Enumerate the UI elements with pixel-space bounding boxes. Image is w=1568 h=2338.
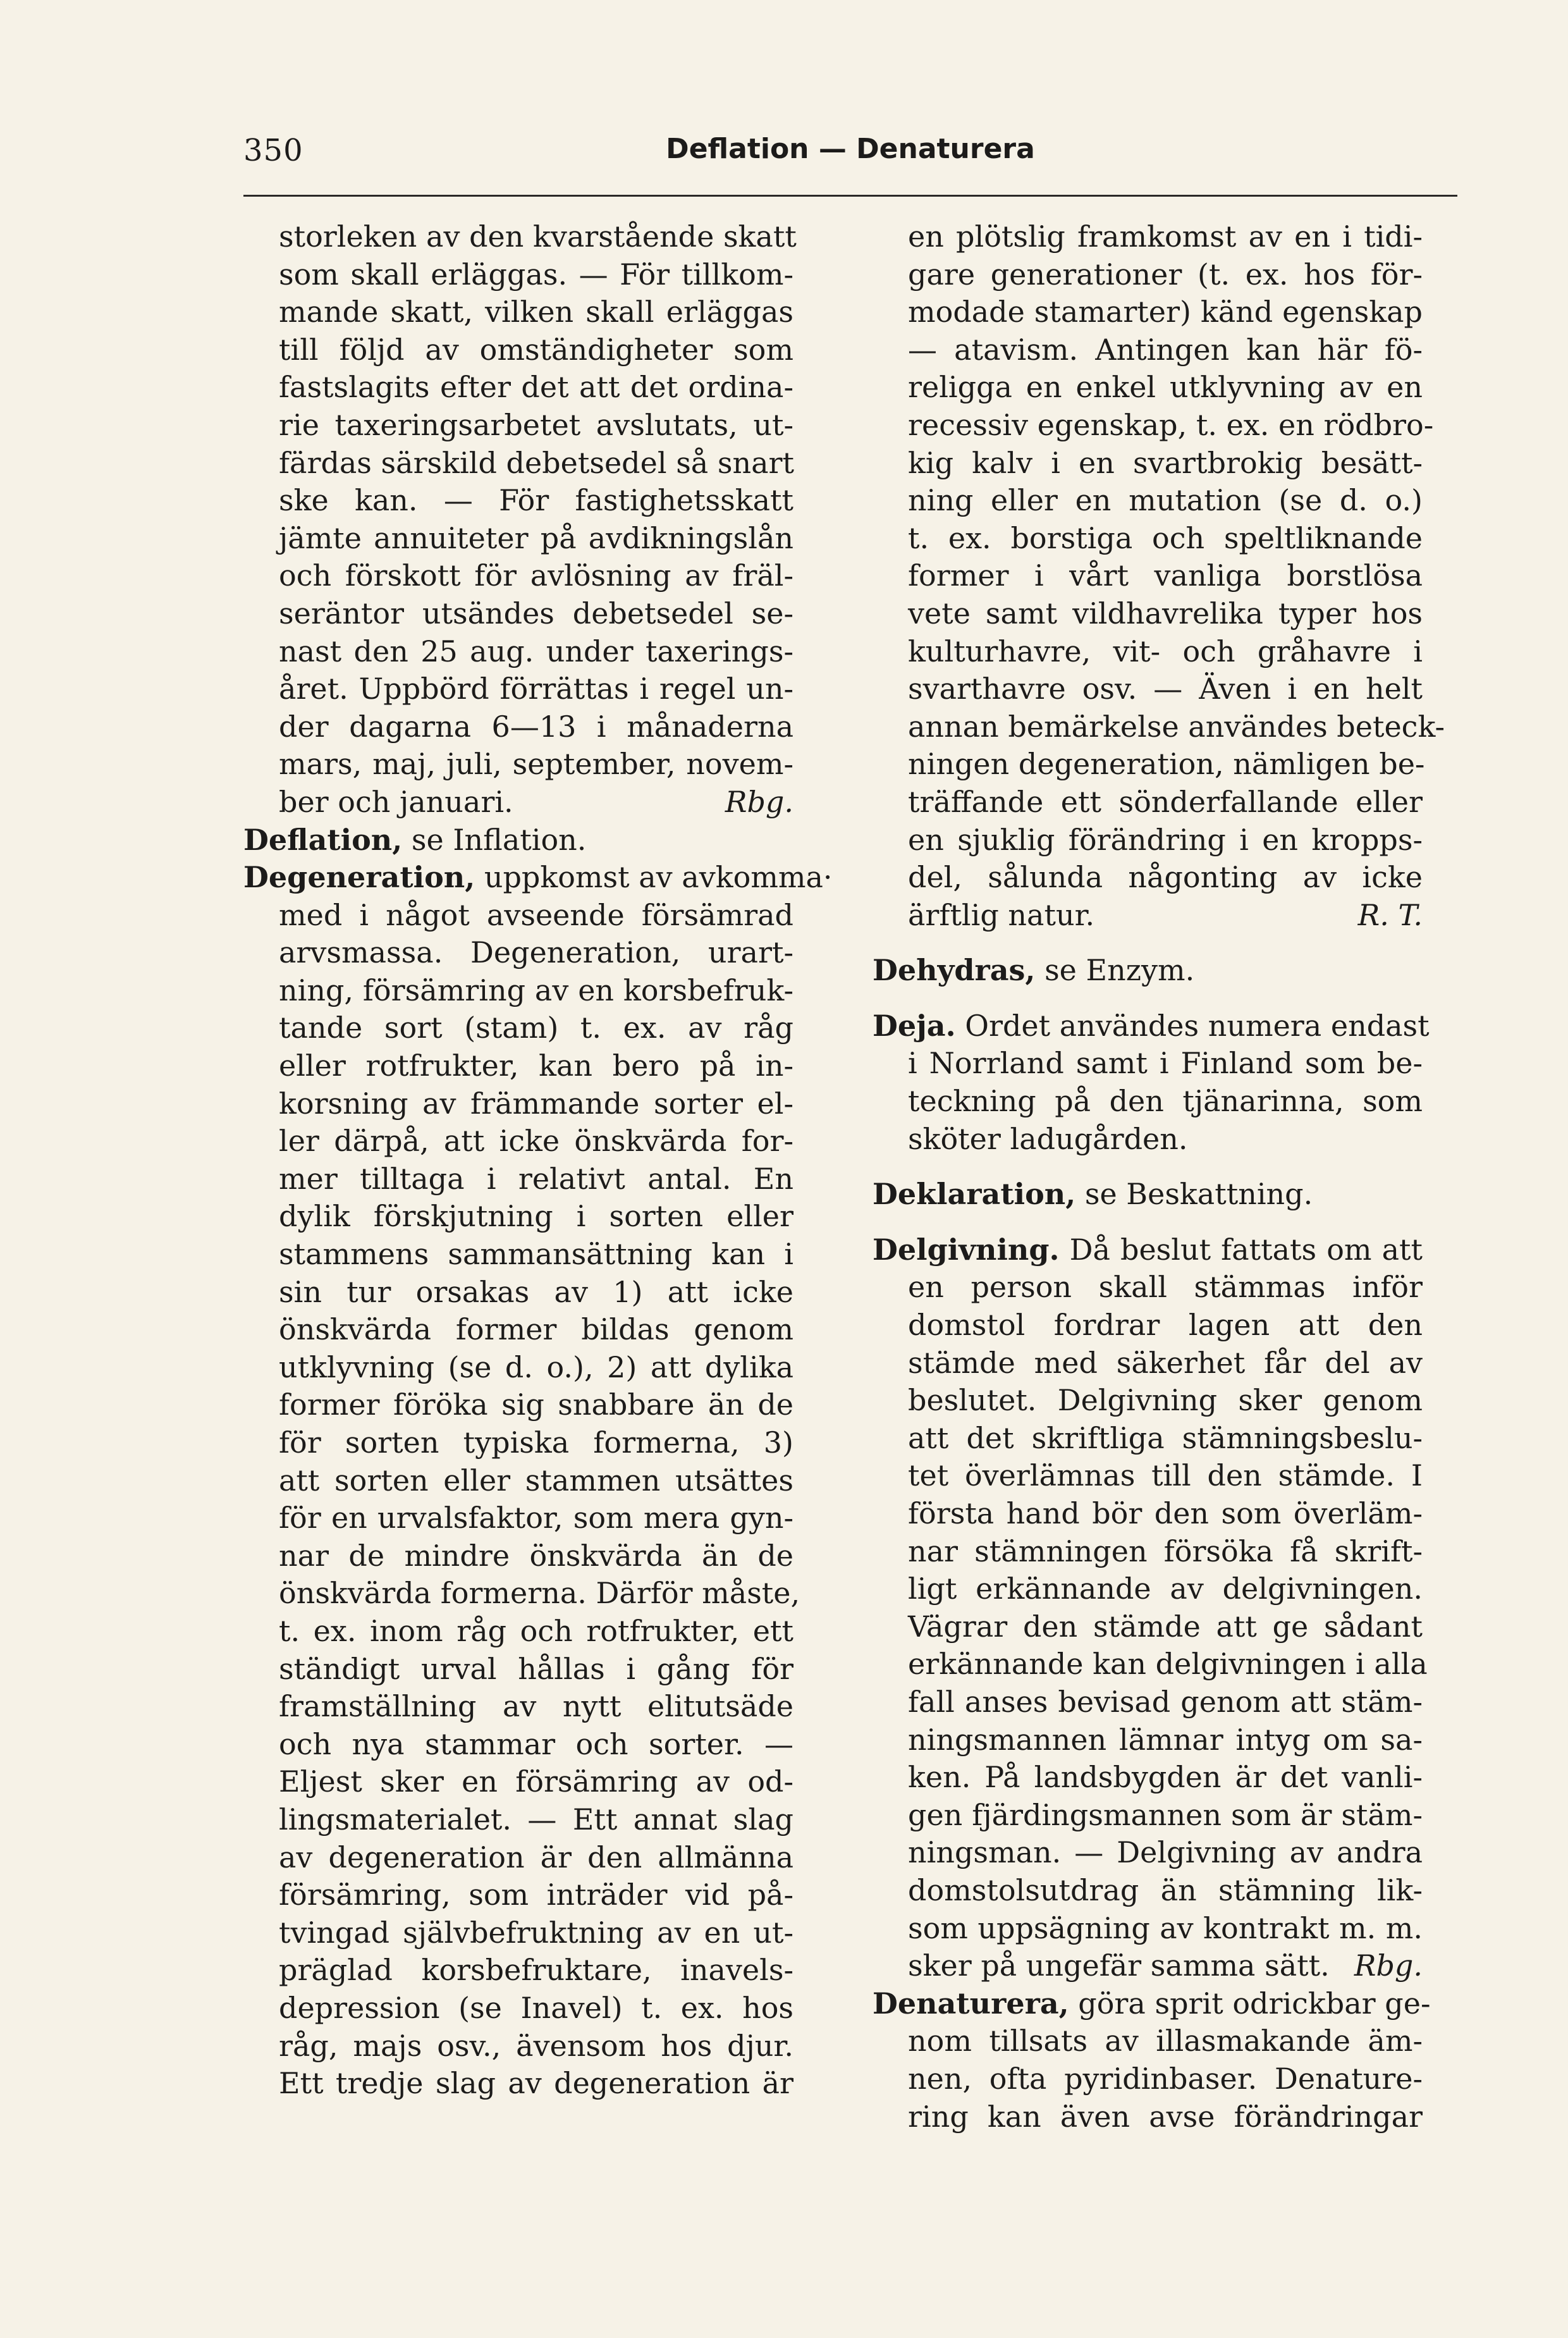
- text-line: [873, 520, 1423, 558]
- text-line: [243, 670, 793, 708]
- text-line: [873, 1910, 1423, 1948]
- text-line: [243, 1876, 793, 1914]
- line-text: och nya stammar och sorter. —: [279, 1726, 793, 1761]
- entry-headword: Deklaration,: [873, 1177, 1076, 1212]
- entry-headword-line: [873, 1985, 1431, 2023]
- text-line: [873, 1683, 1423, 1721]
- line-text: tvingad självbefruktning av en ut-: [279, 1915, 793, 1950]
- entry-headword-line: [243, 859, 833, 897]
- text-line: [243, 1575, 800, 1613]
- text-line: [873, 784, 1423, 821]
- text-line: [243, 256, 793, 294]
- text-line: [873, 1344, 1423, 1382]
- entry-headword: Dehydras,: [873, 953, 1036, 988]
- text-line: [243, 1009, 793, 1047]
- text-line: [873, 1121, 1423, 1159]
- entry-headword: Deja.: [873, 1008, 956, 1043]
- line-text: att det skriftliga stämningsbeslu-: [908, 1420, 1423, 1455]
- text-line: [873, 595, 1423, 633]
- line-text: ler därpå, att icke önskvärda for-: [279, 1124, 793, 1159]
- line-text: önskvärda formerna. Därför måste,: [279, 1576, 800, 1611]
- text-line: [243, 1839, 793, 1877]
- line-text: se Enzym.: [1035, 953, 1195, 988]
- line-text: se Beskattning.: [1075, 1177, 1313, 1212]
- line-text: beslutet. Delgivning sker genom: [908, 1383, 1423, 1418]
- text-line: [243, 407, 793, 445]
- line-text: — atavism. Antingen kan här fö-: [908, 332, 1423, 367]
- text-line: [243, 1499, 793, 1537]
- text-line: [873, 256, 1423, 294]
- text-line: [873, 445, 1423, 483]
- page-number: 350: [243, 133, 303, 168]
- text-line: [243, 1952, 793, 1990]
- line-text: mars, maj, juli, september, novem-: [279, 747, 793, 782]
- text-line: [873, 293, 1423, 331]
- line-text: t. ex. inom råg och rotfrukter, ett: [279, 1613, 793, 1648]
- line-text: tet överlämnas till den stämde. I: [908, 1458, 1423, 1493]
- text-line: [243, 520, 793, 558]
- line-text: ber och januari.: [279, 784, 513, 819]
- line-text: ning, försämring av en korsbefruk-: [279, 973, 793, 1007]
- entry-headword: Denaturera,: [873, 1986, 1069, 2021]
- line-text: som skall erläggas. — För tillkom-: [279, 257, 793, 292]
- line-text: råg, majs osv., ävensom hos djur.: [279, 2028, 793, 2063]
- line-text: sköter ladugården.: [908, 1121, 1188, 1156]
- text-line: [243, 934, 793, 972]
- text-line: [243, 784, 793, 821]
- line-text: ske kan. — För fastighetsskatt: [279, 483, 793, 518]
- line-text: ständigt urval hållas i gång för: [279, 1651, 793, 1686]
- text-line: [243, 1651, 793, 1689]
- text-line: [243, 972, 793, 1010]
- page-header: [243, 133, 1457, 183]
- text-line: [243, 1914, 793, 1952]
- text-line: [243, 897, 793, 935]
- text-line: [873, 821, 1423, 859]
- line-text: fastslagits efter det att det ordina-: [279, 370, 793, 405]
- text-line: [873, 1420, 1423, 1458]
- line-text: depression (se Inavel) t. ex. hos: [279, 1990, 793, 2025]
- text-line: [873, 633, 1423, 671]
- line-text: arvsmassa. Degeneration, urart-: [279, 935, 793, 970]
- line-text: del, sålunda någonting av icke: [908, 860, 1423, 895]
- text-line: [873, 1307, 1423, 1344]
- text-line: [243, 1613, 793, 1651]
- line-text: modade stamarter) känd egenskap: [908, 295, 1423, 329]
- text-line: [243, 1349, 793, 1387]
- text-line: [243, 1462, 793, 1500]
- line-text: domstolsutdrag än stämning lik-: [908, 1873, 1423, 1907]
- line-text: Då beslut fattats om att: [1059, 1232, 1423, 1267]
- line-text: första hand bör den som överläm-: [908, 1496, 1423, 1530]
- text-line: [873, 708, 1445, 746]
- line-text: kig kalv i en svartbrokig besätt-: [908, 445, 1423, 480]
- text-line: [873, 1457, 1423, 1495]
- line-text: rie taxeringsarbetet avslutats, ut-: [279, 407, 793, 442]
- line-text: ligt erkännande av delgivningen.: [908, 1572, 1423, 1606]
- line-text: sker på ungefär samma sätt.: [908, 1948, 1330, 1983]
- line-text: storleken av den kvarstående skatt: [279, 219, 797, 254]
- text-line: [873, 1495, 1423, 1533]
- text-line: [873, 1721, 1423, 1759]
- line-text: stammens sammansättning kan i: [279, 1237, 793, 1272]
- line-text: göra sprit odrickbar ge-: [1069, 1986, 1431, 2021]
- line-text: nar stämningen försöka få skrift-: [908, 1534, 1423, 1568]
- line-text: t. ex. borstiga och speltliknande: [908, 520, 1423, 555]
- line-text: tande sort (stam) t. ex. av råg: [279, 1011, 793, 1045]
- line-text: till följd av omständigheter som: [279, 332, 793, 367]
- line-text: gare generationer (t. ex. hos för-: [908, 257, 1423, 292]
- line-text: utklyvning (se d. o.), 2) att dylika: [279, 1350, 793, 1384]
- line-text: året. Uppbörd förrättas i regel un-: [279, 672, 793, 706]
- line-text: en sjuklig förändring i en kropps-: [908, 822, 1423, 857]
- entry-headword-line: [243, 821, 793, 859]
- text-line: [873, 1269, 1423, 1307]
- text-line: [243, 1123, 793, 1160]
- entry-headword-line: [873, 1007, 1430, 1045]
- line-text: former i vårt vanliga borstlösa: [908, 558, 1423, 593]
- line-text: annan bemärkelse användes beteck-: [908, 709, 1445, 744]
- line-text: ärftlig natur.: [908, 897, 1095, 932]
- header-rule: [243, 195, 1457, 197]
- line-text: och förskott för avlösning av fräl-: [279, 558, 793, 593]
- line-text: mer tilltaga i relativt antal. En: [279, 1161, 793, 1196]
- line-text: sin tur orsakas av 1) att icke: [279, 1274, 793, 1309]
- text-line: [243, 1160, 793, 1198]
- text-line: [873, 331, 1423, 369]
- text-line: [873, 670, 1423, 708]
- line-text: jämte annuiteter på avdikningslån: [279, 520, 793, 555]
- text-line: [873, 2060, 1423, 2098]
- line-text: nar de mindre önskvärda än de: [279, 1538, 793, 1573]
- author-signature: Rbg.: [725, 784, 793, 819]
- text-line: [873, 218, 1423, 256]
- line-text: färdas särskild debetsedel så snart: [279, 445, 794, 480]
- line-text: kulturhavre, vit- och gråhavre i: [908, 634, 1423, 668]
- text-line: [873, 369, 1423, 407]
- line-text: nast den 25 aug. under taxerings-: [279, 634, 793, 668]
- text-line: [243, 1236, 793, 1274]
- text-line: [873, 1382, 1423, 1420]
- text-line: [873, 1797, 1423, 1835]
- line-text: teckning på den tjänarinna, som: [908, 1084, 1423, 1119]
- line-text: erkännande kan delgivningen i alla: [908, 1647, 1428, 1682]
- entry-headword: Degeneration,: [243, 860, 475, 895]
- text-line: [243, 1763, 793, 1801]
- text-line: [873, 482, 1423, 520]
- text-line: [243, 1386, 793, 1424]
- line-text: präglad korsbefruktare, inavels-: [279, 1953, 793, 1988]
- text-line: [243, 445, 793, 483]
- text-line: [873, 557, 1423, 595]
- line-text: träffande ett sönderfallande eller: [908, 784, 1423, 819]
- line-text: en person skall stämmas inför: [908, 1270, 1423, 1305]
- text-line: [243, 708, 793, 746]
- text-line: [873, 859, 1423, 897]
- line-text: se Inflation.: [402, 822, 587, 857]
- line-text: Vägrar den stämde att ge sådant: [908, 1609, 1423, 1644]
- line-text: religga en enkel utklyvning av en: [908, 370, 1423, 405]
- line-text: som uppsägning av kontrakt m. m.: [908, 1910, 1423, 1945]
- line-text: ring kan även avse förändringar: [908, 2099, 1423, 2134]
- line-text: former föröka sig snabbare än de: [279, 1387, 793, 1422]
- text-line: [873, 1646, 1428, 1683]
- line-text: ning eller en mutation (se d. o.): [908, 483, 1423, 518]
- text-line: [243, 2027, 793, 2065]
- text-line: [243, 1274, 793, 1312]
- text-line: [243, 1311, 793, 1349]
- text-line: [243, 1537, 793, 1575]
- entry-headword-line: [873, 952, 1423, 990]
- line-text: ningen degeneration, nämligen be-: [908, 747, 1425, 782]
- text-line: [243, 482, 793, 520]
- line-text: domstol fordrar lagen att den: [908, 1308, 1423, 1343]
- line-text: ningsman. — Delgivning av andra: [908, 1835, 1423, 1870]
- entry-headword: Deflation,: [243, 822, 403, 857]
- line-text: av degeneration är den allmänna: [279, 1840, 793, 1874]
- line-text: nom tillsats av illasmakande äm-: [908, 2024, 1423, 2058]
- line-text: försämring, som inträder vid på-: [279, 1878, 793, 1912]
- text-line: [873, 407, 1434, 445]
- line-text: eller rotfrukter, kan bero på in-: [279, 1049, 793, 1083]
- line-text: önskvärda former bildas genom: [279, 1312, 793, 1347]
- line-text: der dagarna 6—13 i månaderna: [279, 709, 793, 744]
- entry-headword-line: [873, 1231, 1423, 1269]
- text-line: [873, 1947, 1423, 1985]
- line-text: att sorten eller stammen utsättes: [279, 1463, 793, 1498]
- text-line: [243, 1047, 793, 1085]
- text-line: [243, 369, 793, 407]
- line-text: ken. På landsbygden är det vanli-: [908, 1760, 1423, 1795]
- line-text: Eljest sker en försämring av od-: [279, 1764, 793, 1799]
- text-line: [243, 1801, 793, 1839]
- left-column: [243, 218, 833, 2103]
- text-line: [243, 1198, 793, 1236]
- author-signature: Rbg.: [1354, 1948, 1423, 1983]
- line-text: svarthavre osv. — Även i en helt: [908, 672, 1423, 706]
- line-text: i Norrland samt i Finland som be-: [908, 1046, 1423, 1081]
- line-text: vete samt vildhavrelika typer hos: [908, 596, 1423, 631]
- line-text: mande skatt, vilken skall erläggas: [279, 295, 793, 329]
- text-line: [243, 1688, 793, 1726]
- line-text: dylik förskjutning i sorten eller: [279, 1199, 793, 1234]
- line-text: lingsmaterialet. — Ett annat slag: [279, 1802, 793, 1837]
- text-line: [243, 1990, 793, 2027]
- text-line: [873, 2022, 1423, 2060]
- line-text: med i något avseende försämrad: [279, 897, 793, 932]
- line-text: seräntor utsändes debetsedel se-: [279, 596, 793, 631]
- line-text: korsning av främmande sorter el-: [279, 1086, 793, 1121]
- line-text: en plötslig framkomst av en i tidi-: [908, 219, 1423, 254]
- right-column: [873, 218, 1445, 2136]
- running-head: Deflation — Denaturera: [666, 133, 1035, 165]
- text-line: [243, 1085, 793, 1123]
- text-line: [873, 2098, 1423, 2136]
- text-line: [873, 1083, 1423, 1121]
- entry-headword: Delgivning.: [873, 1232, 1060, 1267]
- text-line: [243, 1726, 793, 1764]
- line-text: fall anses bevisad genom att stäm-: [908, 1684, 1423, 1719]
- text-line: [243, 1424, 793, 1462]
- text-line: [243, 595, 793, 633]
- text-line: [873, 897, 1423, 935]
- line-text: Ordet användes numera endast: [955, 1008, 1430, 1043]
- line-text: framställning av nytt elitutsäde: [279, 1689, 793, 1724]
- text-line: [243, 293, 793, 331]
- text-line: [243, 218, 797, 256]
- line-text: recessiv egenskap, t. ex. en rödbro-: [908, 407, 1434, 442]
- text-line: [873, 1872, 1423, 1910]
- line-text: gen fjärdingsmannen som är stäm-: [908, 1797, 1423, 1832]
- entry-headword-line: [873, 1176, 1423, 1214]
- text-line: [873, 1759, 1423, 1797]
- text-line: [873, 1834, 1423, 1872]
- line-text: stämde med säkerhet får del av: [908, 1345, 1423, 1380]
- text-line: [873, 1045, 1423, 1083]
- line-text: Ett tredje slag av degeneration är: [279, 2066, 793, 2101]
- author-signature: R. T.: [1357, 897, 1423, 932]
- text-line: [873, 746, 1423, 784]
- line-text: för en urvalsfaktor, som mera gyn-: [279, 1501, 793, 1535]
- text-line: [243, 746, 793, 784]
- text-line: [873, 1533, 1423, 1571]
- line-text: uppkomst av avkomma·: [475, 860, 833, 895]
- line-text: för sorten typiska formerna, 3): [279, 1425, 793, 1460]
- text-line: [243, 331, 793, 369]
- line-text: ningsmannen lämnar intyg om sa-: [908, 1722, 1423, 1757]
- line-text: nen, ofta pyridinbaser. Denature-: [908, 2061, 1423, 2096]
- text-line: [243, 557, 793, 595]
- text-line: [243, 633, 793, 671]
- text-line: [873, 1570, 1423, 1608]
- text-line: [873, 1608, 1423, 1646]
- text-line: [243, 2065, 793, 2103]
